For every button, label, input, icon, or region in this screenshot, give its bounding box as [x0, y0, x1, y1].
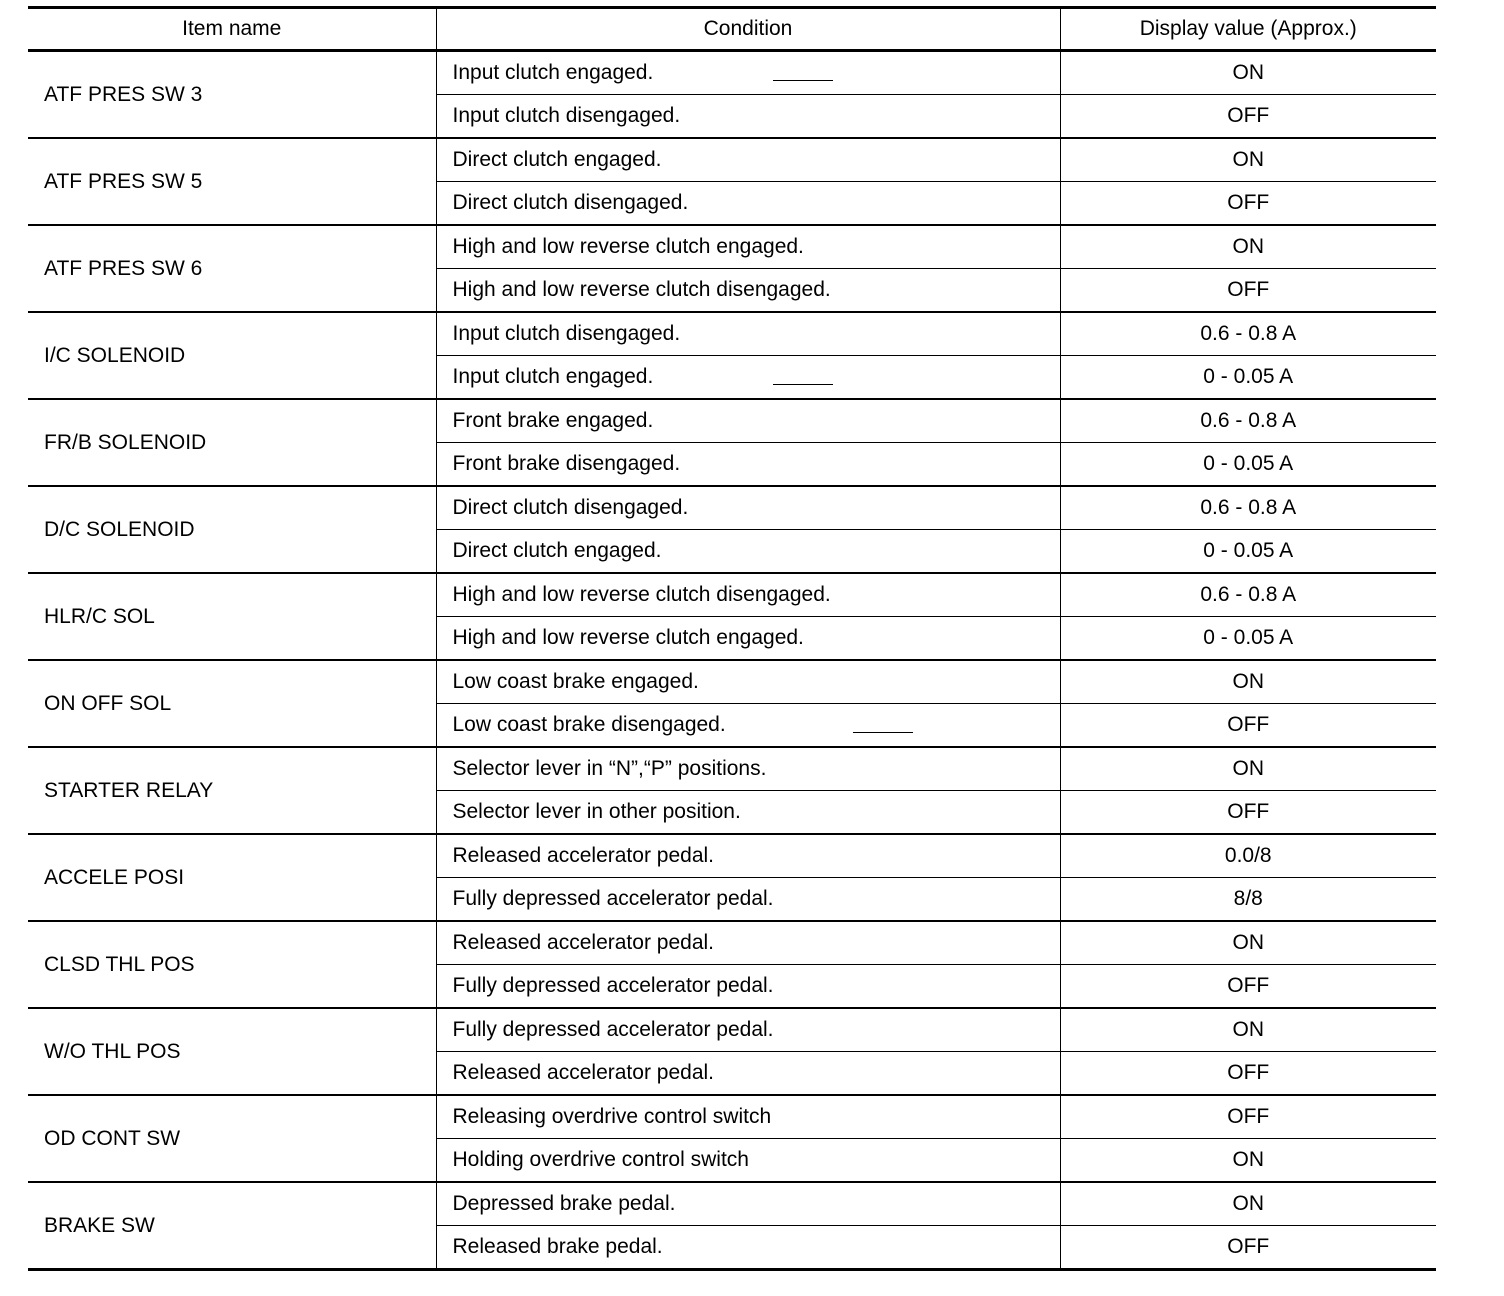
blank-underline: [853, 732, 913, 733]
item-name-cell: STARTER RELAY: [28, 747, 436, 834]
data-monitor-table: [28, 6, 1436, 1271]
table-row: [28, 660, 1436, 704]
condition-cell: [436, 530, 1060, 574]
condition-cell: [436, 704, 1060, 748]
condition-text: Input clutch disengaged.: [452, 322, 681, 345]
item-name-cell: ON OFF SOL: [28, 660, 436, 747]
condition-cell: [436, 225, 1060, 269]
condition-text: Released accelerator pedal.: [452, 931, 714, 954]
display-value-cell: OFF: [1060, 1052, 1436, 1096]
blank-underline: [773, 384, 833, 385]
table-row: [28, 1008, 1436, 1052]
condition-text: Released accelerator pedal.: [452, 844, 714, 867]
display-value-cell: ON: [1060, 1182, 1436, 1226]
item-name-cell: BRAKE SW: [28, 1182, 436, 1270]
item-name-cell: ATF PRES SW 5: [28, 138, 436, 225]
table-row: [28, 312, 1436, 356]
display-value-cell: ON: [1060, 1008, 1436, 1052]
item-name-cell: I/C SOLENOID: [28, 312, 436, 399]
table-body: [28, 51, 1436, 1270]
table-row: [28, 921, 1436, 965]
condition-text: Selector lever in other position.: [452, 800, 741, 823]
header-row: [28, 8, 1436, 51]
header-display-value: Display value (Approx.): [1060, 8, 1436, 51]
condition-text: Depressed brake pedal.: [452, 1192, 676, 1215]
display-value-cell: OFF: [1060, 791, 1436, 835]
condition-text: Direct clutch engaged.: [452, 148, 662, 171]
display-value-cell: 0 - 0.05 A: [1060, 530, 1436, 574]
condition-text: High and low reverse clutch disengaged.: [452, 583, 831, 606]
table-row: [28, 51, 1436, 95]
item-name-cell: ATF PRES SW 6: [28, 225, 436, 312]
condition-text: Holding overdrive control switch: [452, 1148, 749, 1171]
display-value-cell: OFF: [1060, 1095, 1436, 1139]
display-value-cell: OFF: [1060, 1226, 1436, 1270]
display-value-cell: 0.6 - 0.8 A: [1060, 573, 1436, 617]
condition-text: Front brake disengaged.: [452, 452, 681, 475]
display-value-cell: OFF: [1060, 965, 1436, 1009]
display-value-cell: 0 - 0.05 A: [1060, 356, 1436, 400]
condition-cell: [436, 1226, 1060, 1270]
table-row: [28, 225, 1436, 269]
condition-cell: [436, 138, 1060, 182]
display-value-cell: 0.0/8: [1060, 834, 1436, 878]
condition-cell: [436, 486, 1060, 530]
condition-cell: [436, 834, 1060, 878]
condition-text: High and low reverse clutch engaged.: [452, 626, 804, 649]
condition-cell: [436, 791, 1060, 835]
display-value-cell: 0.6 - 0.8 A: [1060, 399, 1436, 443]
condition-cell: [436, 399, 1060, 443]
condition-text: Direct clutch disengaged.: [452, 191, 689, 214]
item-name-cell: OD CONT SW: [28, 1095, 436, 1182]
display-value-cell: ON: [1060, 51, 1436, 95]
table-row: [28, 399, 1436, 443]
condition-cell: [436, 921, 1060, 965]
condition-text: Released brake pedal.: [452, 1235, 663, 1258]
condition-cell: [436, 573, 1060, 617]
display-value-cell: 0.6 - 0.8 A: [1060, 312, 1436, 356]
condition-cell: [436, 1095, 1060, 1139]
condition-cell: [436, 1052, 1060, 1096]
display-value-cell: OFF: [1060, 269, 1436, 313]
condition-text: Low coast brake disengaged.: [452, 713, 726, 736]
condition-cell: [436, 747, 1060, 791]
display-value-cell: ON: [1060, 660, 1436, 704]
condition-cell: [436, 312, 1060, 356]
condition-cell: [436, 1008, 1060, 1052]
condition-cell: [436, 965, 1060, 1009]
condition-text: Input clutch engaged.: [452, 61, 654, 84]
header-item-name: Item name: [28, 8, 436, 51]
table-row: [28, 1095, 1436, 1139]
display-value-cell: ON: [1060, 747, 1436, 791]
display-value-cell: ON: [1060, 138, 1436, 182]
condition-cell: [436, 1182, 1060, 1226]
condition-text: Released accelerator pedal.: [452, 1061, 714, 1084]
display-value-cell: OFF: [1060, 704, 1436, 748]
condition-text: Direct clutch disengaged.: [452, 496, 689, 519]
item-name-cell: HLR/C SOL: [28, 573, 436, 660]
condition-cell: [436, 269, 1060, 313]
table-header: [28, 8, 1436, 51]
blank-underline: [773, 80, 833, 81]
condition-cell: [436, 660, 1060, 704]
condition-text: Direct clutch engaged.: [452, 539, 662, 562]
item-name-cell: ACCELE POSI: [28, 834, 436, 921]
condition-cell: [436, 51, 1060, 95]
table-row: [28, 573, 1436, 617]
item-name-cell: D/C SOLENOID: [28, 486, 436, 573]
data-monitor-table-container: [28, 6, 1436, 1271]
condition-text: High and low reverse clutch disengaged.: [452, 278, 831, 301]
condition-text: Fully depressed accelerator pedal.: [452, 1018, 774, 1041]
table-row: [28, 747, 1436, 791]
condition-text: High and low reverse clutch engaged.: [452, 235, 804, 258]
display-value-cell: ON: [1060, 921, 1436, 965]
display-value-cell: 8/8: [1060, 878, 1436, 922]
condition-cell: [436, 356, 1060, 400]
condition-cell: [436, 182, 1060, 226]
condition-text: Fully depressed accelerator pedal.: [452, 974, 774, 997]
table-row: [28, 486, 1436, 530]
display-value-cell: OFF: [1060, 182, 1436, 226]
condition-cell: [436, 617, 1060, 661]
display-value-cell: 0.6 - 0.8 A: [1060, 486, 1436, 530]
header-condition: Condition: [436, 8, 1060, 51]
condition-cell: [436, 878, 1060, 922]
condition-text: Front brake engaged.: [452, 409, 654, 432]
condition-text: Releasing overdrive control switch: [452, 1105, 772, 1128]
display-value-cell: ON: [1060, 225, 1436, 269]
condition-text: Fully depressed accelerator pedal.: [452, 887, 774, 910]
table-row: [28, 1182, 1436, 1226]
table-row: [28, 834, 1436, 878]
display-value-cell: 0 - 0.05 A: [1060, 617, 1436, 661]
condition-cell: [436, 443, 1060, 487]
condition-cell: [436, 95, 1060, 139]
table-row: [28, 138, 1436, 182]
condition-cell: [436, 1139, 1060, 1183]
display-value-cell: ON: [1060, 1139, 1436, 1183]
condition-text: Low coast brake engaged.: [452, 670, 699, 693]
item-name-cell: CLSD THL POS: [28, 921, 436, 1008]
item-name-cell: W/O THL POS: [28, 1008, 436, 1095]
condition-text: Input clutch disengaged.: [452, 104, 681, 127]
item-name-cell: FR/B SOLENOID: [28, 399, 436, 486]
display-value-cell: 0 - 0.05 A: [1060, 443, 1436, 487]
condition-text: Input clutch engaged.: [452, 365, 654, 388]
display-value-cell: OFF: [1060, 95, 1436, 139]
item-name-cell: ATF PRES SW 3: [28, 51, 436, 139]
condition-text: Selector lever in “N”,“P” positions.: [452, 757, 767, 780]
